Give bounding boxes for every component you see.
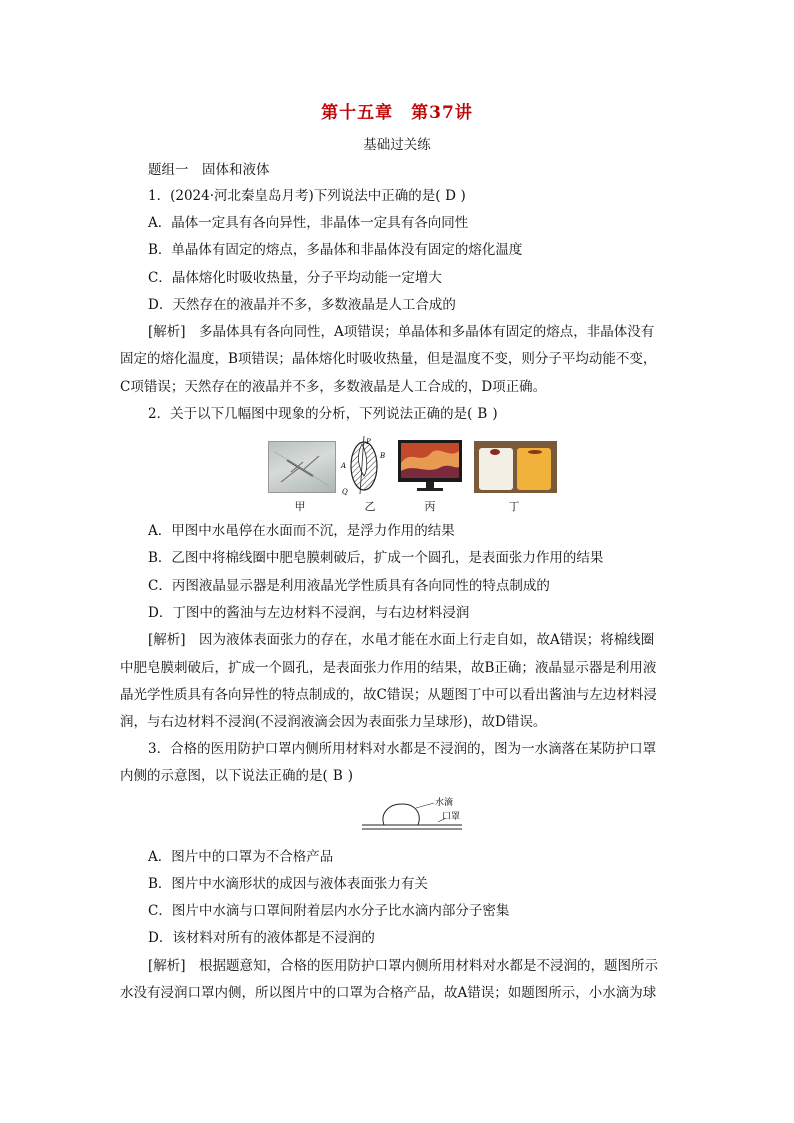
analysis-text: 多晶体具有各向同性，A项错误；单晶体和多晶体有固定的熔点，非晶体没有 xyxy=(185,324,655,340)
analysis-tag: [解析] xyxy=(148,632,186,648)
analysis-tag: [解析] xyxy=(148,958,186,974)
analysis-text: 因为液体表面张力的存在，水黾才能在水面上行走自如，故A错误；将棉线圈 xyxy=(185,632,655,648)
label-p: P xyxy=(366,438,371,446)
question-2-text: 2．关于以下几幅图中现象的分析，下列说法正确的是( xyxy=(148,406,473,422)
question-3-stem: 3．合格的医用防护口罩内侧所用材料对水都是不浸润的，图为一水滴落在某防护口罩 xyxy=(148,741,657,757)
caption-ding: 丁 xyxy=(508,500,520,513)
caption-jia: 甲 xyxy=(294,500,306,513)
label-b: B xyxy=(380,452,386,460)
water-strider-icon xyxy=(269,442,335,492)
question-2-analysis-line xyxy=(148,631,654,649)
question-3-option-d: D．该材料对所有的液体都是不浸润的 xyxy=(148,930,375,946)
analysis-text: 根据题意知，合格的医用防护口罩内侧所用材料对水都是不浸润的，题图所示 xyxy=(185,958,659,974)
water-strider-photo xyxy=(268,441,336,493)
question-2-stem xyxy=(148,405,498,423)
question-2-analysis-line: 中肥皂膜刺破后，扩成一个圆孔，是表面张力作用的结果，故B正确；液晶显示器是利用液 xyxy=(120,660,657,676)
question-3-option-b: B．图片中水滴形状的成因与液体表面张力有关 xyxy=(148,876,428,892)
label-q: Q xyxy=(342,488,348,496)
caption-bing: 丙 xyxy=(424,500,436,513)
question-2-option-c: C．丙图液晶显示器是利用液晶光学性质具有各向同性的特点制成的 xyxy=(148,578,550,594)
question-2-option-b: B．乙图中将棉线圈中肥皂膜刺破后，扩成一个圆孔，是表面张力作用的结果 xyxy=(148,550,604,566)
question-3-option-c: C．图片中水滴与口罩间附着层内水分子比水滴内部分子密集 xyxy=(148,903,510,919)
lcd-monitor-icon xyxy=(397,439,463,493)
question-1-paren: ) xyxy=(460,188,466,204)
question-2-analysis-line: 晶光学性质具有各向异性的特点制成的，故C错误；从题图丁中可以看出酱油与左边材料浸 xyxy=(120,687,657,703)
question-2-analysis-line: 润，与右边材料不浸润(不浸润液滴会因为表面张力呈球形)，故D错误。 xyxy=(120,714,547,730)
question-3-answer: B xyxy=(332,768,343,784)
question-2-paren: ) xyxy=(492,406,498,422)
label-mask: 口罩 xyxy=(442,812,461,822)
question-1-option-b: B．单晶体有固定的熔点，多晶体和非晶体没有固定的熔化温度 xyxy=(148,242,523,258)
group-heading: 题组一 固体和液体 xyxy=(148,162,270,178)
question-2-option-d: D．丁图中的酱油与左边材料不浸润，与右边材料浸润 xyxy=(148,605,470,621)
question-2-figures xyxy=(0,436,794,516)
question-1-analysis-line xyxy=(148,323,654,341)
question-2-option-a: A．甲图中水黾停在水面而不沉，是浮力作用的结果 xyxy=(148,523,455,539)
label-a: A xyxy=(341,462,347,470)
question-1-answer: D xyxy=(445,188,456,204)
soap-film-loop-diagram xyxy=(338,436,388,498)
question-3-stem-cont xyxy=(120,767,353,785)
analysis-tag: [解析] xyxy=(148,324,186,340)
caption-yi: 乙 xyxy=(364,500,376,513)
question-2-answer: B xyxy=(477,406,488,422)
chapter-title: 第十五章 第37讲 xyxy=(321,103,473,123)
question-3-analysis-line: 水没有浸润口罩内侧，所以图片中的口罩为合格产品，故A错误；如题图所示，小水滴为球 xyxy=(120,985,657,1001)
question-3-analysis-line xyxy=(148,957,658,975)
question-1-analysis-line: 固定的熔化温度，B项错误；晶体熔化时吸收热量，但是温度不变，则分子平均动能不变， xyxy=(120,351,657,367)
soy-sauce-materials-photo xyxy=(474,441,557,493)
question-1-text: 1．(2024·河北秦皇岛月考)下列说法中正确的是( xyxy=(148,188,441,204)
section-subtitle: 基础过关练 xyxy=(363,137,431,153)
question-1-option-d: D．天然存在的液晶并不多，多数液晶是人工合成的 xyxy=(148,297,456,313)
question-3-paren: ) xyxy=(347,768,354,784)
question-1-analysis-line: C项错误；天然存在的液晶并不多，多数液晶是人工合成的，D项正确。 xyxy=(120,379,547,395)
label-water-drop: 水滴 xyxy=(435,798,454,808)
water-drop-on-mask-diagram xyxy=(358,792,468,837)
question-3-option-a: A．图片中的口罩为不合格产品 xyxy=(148,849,334,865)
question-3-text: 内侧的示意图，以下说法正确的是( xyxy=(120,768,328,784)
question-1-stem xyxy=(148,187,466,205)
question-1-option-c: C．晶体熔化时吸收热量，分子平均动能一定增大 xyxy=(148,270,442,286)
question-1-option-a: A．晶体一定具有各向异性，非晶体一定具有各向同性 xyxy=(148,215,469,231)
material-blocks-icon xyxy=(475,442,556,492)
